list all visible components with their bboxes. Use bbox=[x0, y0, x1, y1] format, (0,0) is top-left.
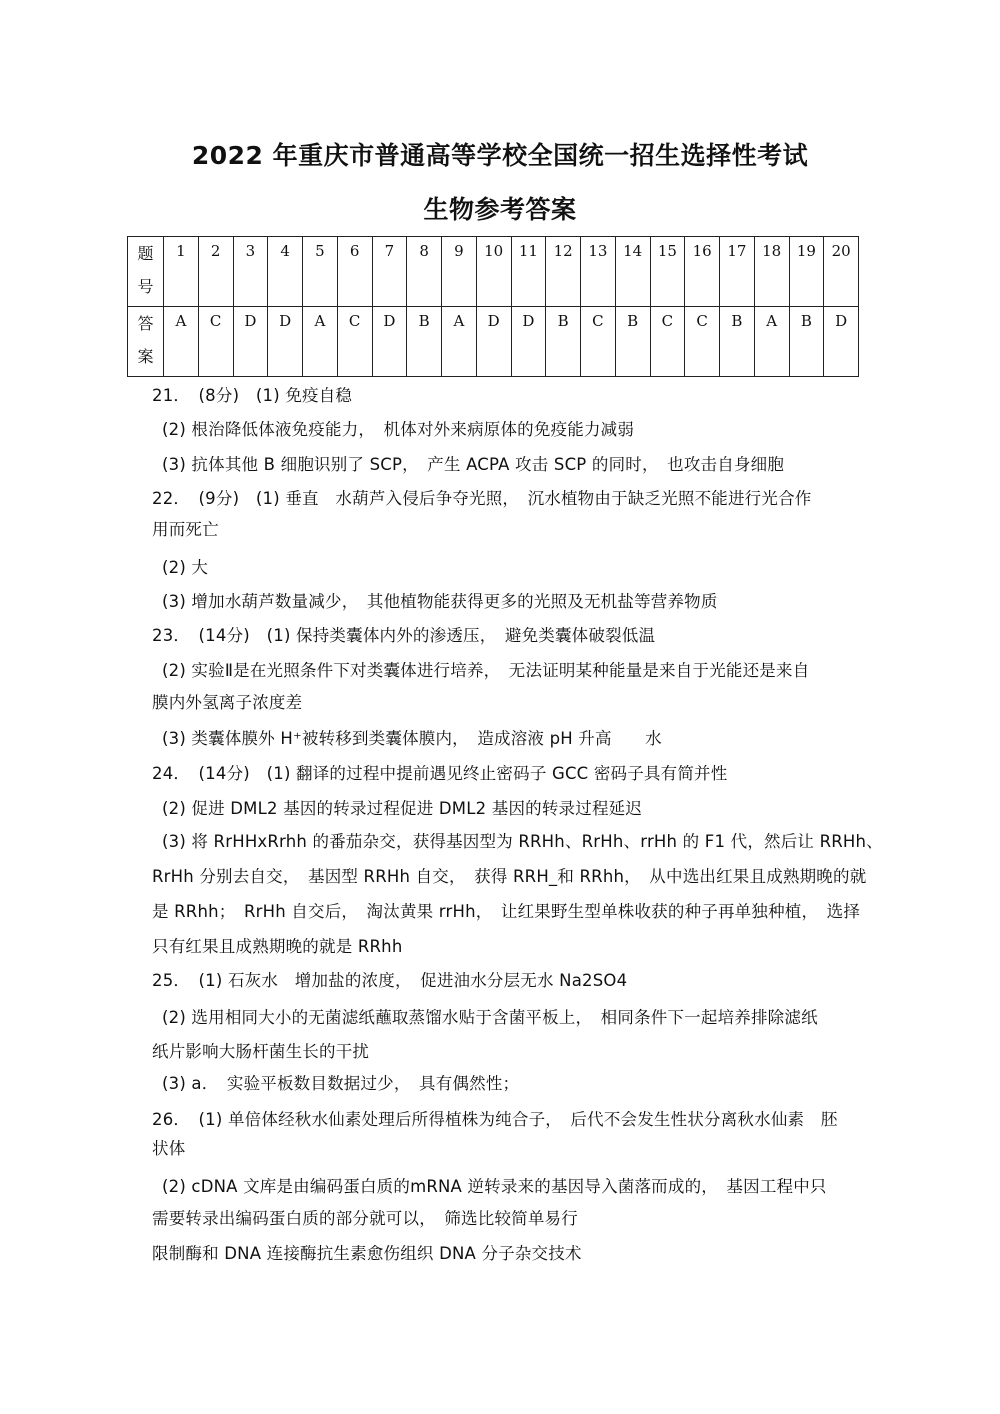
answer-25-part-3: (3) a． 实验平板数目数据过少， 具有偶然性； bbox=[162, 1074, 520, 1093]
answer-cell: B bbox=[546, 307, 581, 377]
answer-cell: B bbox=[615, 307, 650, 377]
question-number: 16 bbox=[685, 237, 720, 307]
answer-26-part-2: (2) cDNA 文库是由编码蛋白质的mRNA 逆转录来的基因导入菌落而成的， 基因工程中只 bbox=[162, 1177, 827, 1196]
answer-cell: A bbox=[754, 307, 789, 377]
question-number: 15 bbox=[650, 237, 685, 307]
question-number: 20 bbox=[824, 237, 859, 307]
answer-24-heading: 24． (14分) (1) 翻译的过程中提前遇见终止密码子 GCC 密码子具有简并性 bbox=[152, 764, 728, 783]
answer-cell: D bbox=[824, 307, 859, 377]
answer-23-heading: 23． (14分) (1) 保持类囊体内外的渗透压， 避免类囊体破裂低温 bbox=[152, 626, 656, 645]
answer-22-part-3: (3) 增加水葫芦数量减少， 其他植物能获得更多的光照及无机盐等营养物质 bbox=[162, 592, 718, 611]
answer-24-part-2: (2) 促进 DML2 基因的转录过程促进 DML2 基因的转录过程延迟 bbox=[162, 799, 643, 818]
question-number: 9 bbox=[442, 237, 477, 307]
answer-cell: D bbox=[476, 307, 511, 377]
answer-cell: D bbox=[372, 307, 407, 377]
answer-23-part-2: (2) 实验Ⅱ是在光照条件下对类囊体进行培养， 无法证明某种能量是来自于光能还是来自 bbox=[162, 661, 810, 680]
question-number: 12 bbox=[546, 237, 581, 307]
question-number-row bbox=[128, 237, 859, 307]
answer-cell: B bbox=[789, 307, 824, 377]
answer-24-continuation: 是 RRhh； RrHh 自交后， 淘汰黄果 rrHh， 让红果野生型单株收获的种子再单独种植， 选择 bbox=[152, 902, 861, 921]
answer-21-part-3: (3) 抗体其他 B 细胞识别了 SCP， 产生 ACPA 攻击 SCP 的同时， 也攻击自身细胞 bbox=[162, 455, 785, 474]
answer-cell: D bbox=[268, 307, 303, 377]
answer-23-continuation: 膜内外氢离子浓度差 bbox=[152, 693, 303, 712]
answer-cell: A bbox=[164, 307, 199, 377]
document-subtitle: 生物参考答案 bbox=[423, 195, 577, 224]
answer-cell: C bbox=[198, 307, 233, 377]
answer-25-continuation: 纸片影响大肠杆菌生长的干扰 bbox=[152, 1042, 370, 1061]
row-header-number bbox=[128, 237, 164, 307]
question-number: 19 bbox=[789, 237, 824, 307]
answer-cell: B bbox=[407, 307, 442, 377]
row-header-number-text: 题 号 bbox=[137, 244, 154, 296]
row-header-answer bbox=[128, 307, 164, 377]
answer-25-heading: 25． (1) 石灰水 增加盐的浓度， 促进油水分层无水 Na2SO4 bbox=[152, 971, 628, 990]
question-number: 4 bbox=[268, 237, 303, 307]
question-number: 2 bbox=[198, 237, 233, 307]
answer-table bbox=[127, 236, 859, 377]
answer-row bbox=[128, 307, 859, 377]
question-number: 13 bbox=[581, 237, 616, 307]
answer-cell: D bbox=[233, 307, 268, 377]
answer-25-part-2: (2) 选用相同大小的无菌滤纸蘸取蒸馏水贴于含菌平板上， 相同条件下一起培养排除滤纸 bbox=[162, 1008, 818, 1027]
answer-cell: C bbox=[581, 307, 616, 377]
answer-cell: A bbox=[442, 307, 477, 377]
answer-cell: C bbox=[685, 307, 720, 377]
question-number: 11 bbox=[511, 237, 546, 307]
question-number: 3 bbox=[233, 237, 268, 307]
answer-26-continuation: 需要转录出编码蛋白质的部分就可以， 筛选比较简单易行 bbox=[152, 1209, 578, 1228]
question-number: 5 bbox=[303, 237, 338, 307]
answer-23-part-3: (3) 类囊体膜外 H⁺被转移到类囊体膜内， 造成溶液 pH 升高 水 bbox=[162, 729, 662, 748]
answer-cell: C bbox=[337, 307, 372, 377]
document-title: 2022 年重庆市普通高等学校全国统一招生选择性考试 bbox=[191, 141, 809, 170]
answer-22-part-2: (2) 大 bbox=[162, 558, 209, 577]
answer-cell: D bbox=[511, 307, 546, 377]
question-number: 8 bbox=[407, 237, 442, 307]
answer-22-continuation: 用而死亡 bbox=[152, 520, 219, 539]
question-number: 6 bbox=[337, 237, 372, 307]
row-header-answer-text: 答 案 bbox=[137, 314, 154, 366]
question-number: 17 bbox=[720, 237, 755, 307]
answer-24-continuation: RrHh 分别去自交， 基因型 RRHh 自交， 获得 RRH_和 RRhh， 从中选出红果且成熟期晚的就 bbox=[152, 867, 867, 886]
answer-21-part-2: (2) 根治降低体液免疫能力， 机体对外来病原体的免疫能力减弱 bbox=[162, 420, 635, 439]
answer-24-continuation: 只有红果且成熟期晚的就是 RRhh bbox=[152, 937, 403, 956]
answer-26-continuation: 状体 bbox=[152, 1139, 186, 1158]
answer-26-continuation: 限制酶和 DNA 连接酶抗生素愈伤组织 DNA 分子杂交技术 bbox=[152, 1244, 582, 1263]
answer-22-heading: 22． (9分) (1) 垂直 水葫芦入侵后争夺光照， 沉水植物由于缺乏光照不能进行光合作 bbox=[152, 489, 812, 508]
answer-cell: C bbox=[650, 307, 685, 377]
answer-24-part-3: (3) 将 RrHHxRrhh 的番茄杂交，获得基因型为 RRHh、RrHh、rrHh 的 F1 代，然后让 RRHh、 bbox=[162, 832, 883, 851]
question-number: 18 bbox=[754, 237, 789, 307]
answer-cell: A bbox=[303, 307, 338, 377]
answer-21-heading: 21． (8分) (1) 免疫自稳 bbox=[152, 386, 353, 405]
question-number: 14 bbox=[615, 237, 650, 307]
question-number: 7 bbox=[372, 237, 407, 307]
question-number: 1 bbox=[164, 237, 199, 307]
question-number: 10 bbox=[476, 237, 511, 307]
answer-cell: B bbox=[720, 307, 755, 377]
answer-26-heading: 26． (1) 单倍体经秋水仙素处理后所得植株为纯合子， 后代不会发生性状分离秋水仙素 胚 bbox=[152, 1110, 838, 1129]
